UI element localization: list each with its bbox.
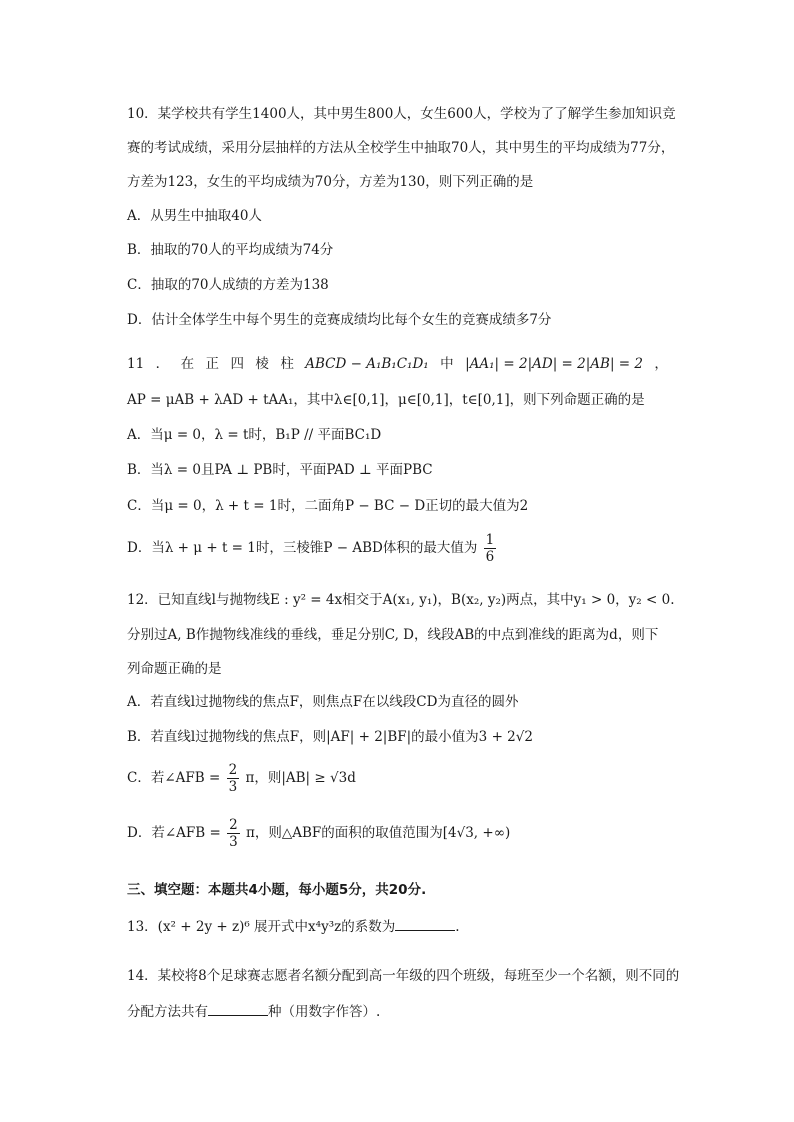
fraction-numerator: 1 [485,532,495,548]
q10-line2: 赛的考试成绩，采用分层抽样的方法从全校学生中抽取70人，其中男生的平均成绩为77分， [127,140,675,156]
q11-prism: ABCD − A₁B₁C₁D₁ [305,356,429,372]
q12-option-c-rest: π，则|AB| ≥ √3d [245,770,356,786]
q14-text-end: 种（用数字作答）. [268,1004,381,1020]
q11-condition: |AA₁| = 2|AD| = 2|AB| = 2 [465,356,643,372]
q14-line2 [127,1001,380,1022]
q11-comma: ， [654,356,668,372]
q12-option-d-text: D．若∠AFB = [127,825,221,841]
q11-dot: ． [155,356,170,372]
fraction-denominator: 3 [228,779,238,795]
q11-option-b: B．当λ = 0且PA ⊥ PB时，平面PAD ⊥ 平面PBC [127,462,433,478]
q13-line [127,916,460,937]
q10-option-d: D．估计全体学生中每个男生的竞赛成绩均比每个女生的竞赛成绩多7分 [127,312,552,328]
q11-char: 在 [180,356,195,372]
q12-line1: 12．已知直线l与抛物线E : y² = 4x相交于A(x₁, y₁)，B(x₂, y₂)两点，其中y₁ > 0，y₂ < 0. [127,592,675,608]
q14-line1: 14．某校将8个足球赛志愿者名额分配到高一年级的四个班级，每班至少一个名额，则不同的 [127,968,680,984]
q11-char: 柱 [280,356,294,372]
q12-option-d [127,817,510,850]
q12-option-c-text: C．若∠AFB = [127,770,221,786]
q11-option-d [127,532,498,565]
q10-line1: 10．某学校共有学生1400人，其中男生800人，女生600人，学校为了了解学生参加知识竞 [127,106,676,122]
answer-blank [395,916,455,931]
q10-option-b: B．抽取的70人的平均成绩为74分 [127,242,334,258]
section-heading: 三、填空题：本题共4小题，每小题5分，共20分. [127,882,427,898]
q14-text: 分配方法共有 [127,1004,208,1020]
q11-char: 棱 [255,356,269,372]
q12-line3: 列命题正确的是 [127,661,222,677]
fraction-numerator: 2 [228,762,238,778]
q11-char: 中 [440,356,454,372]
fraction [227,817,240,850]
q11-option-d-text: D．当λ + μ + t = 1时，三棱锥P − ABD体积的最大值为 [127,540,478,556]
q11-option-c: C．当μ = 0，λ + t = 1时，二面角P − BC − D正切的最大值为2 [127,498,529,514]
fraction-numerator: 2 [229,817,238,833]
answer-blank [208,1001,268,1016]
q10-line3: 方差为123，女生的平均成绩为70分，方差为130，则下列正确的是 [127,174,534,190]
q11-line1 [127,354,668,374]
watermark [355,241,370,258]
fraction [227,762,240,795]
q12-option-d-rest: π，则△ABF的面积的取值范围为[4√3, +∞) [245,825,511,841]
q11-option-a: A．当μ = 0，λ = t时，B₁P // 平面BC₁D [127,427,382,443]
q10-option-a: A．从男生中抽取40人 [127,208,262,224]
q12-option-c [127,762,356,795]
q10-option-c: C．抽取的70人成绩的方差为138 [127,277,329,293]
q13-end: . [455,919,460,935]
q12-line2: 分别过A, B作抛物线准线的垂线，垂足分别C, D，线段AB的中点到准线的距离为d，则下 [127,627,659,643]
q11-char: 正 [205,356,219,372]
q11-line2: AP = μAB + λAD + tAA₁，其中λ∈[0,1]，μ∈[0,1]，t∈[0,1]，则下列命题正确的是 [127,392,645,408]
fraction [484,532,497,565]
fraction-denominator: 6 [485,549,495,565]
q12-option-b: B．若直线l过抛物线的焦点F，则|AF| + 2|BF|的最小值为3 + 2√2 [127,729,533,745]
q12-option-a: A．若直线l过抛物线的焦点F，则焦点F在以线段CD为直径的圆外 [127,694,519,710]
fraction-denominator: 3 [229,834,238,850]
q11-char: 四 [230,356,244,372]
q11-number: 11 [127,356,145,372]
q13-text: 13．(x² + 2y + z)⁶ 展开式中x⁴y³z的系数为 [127,919,396,935]
